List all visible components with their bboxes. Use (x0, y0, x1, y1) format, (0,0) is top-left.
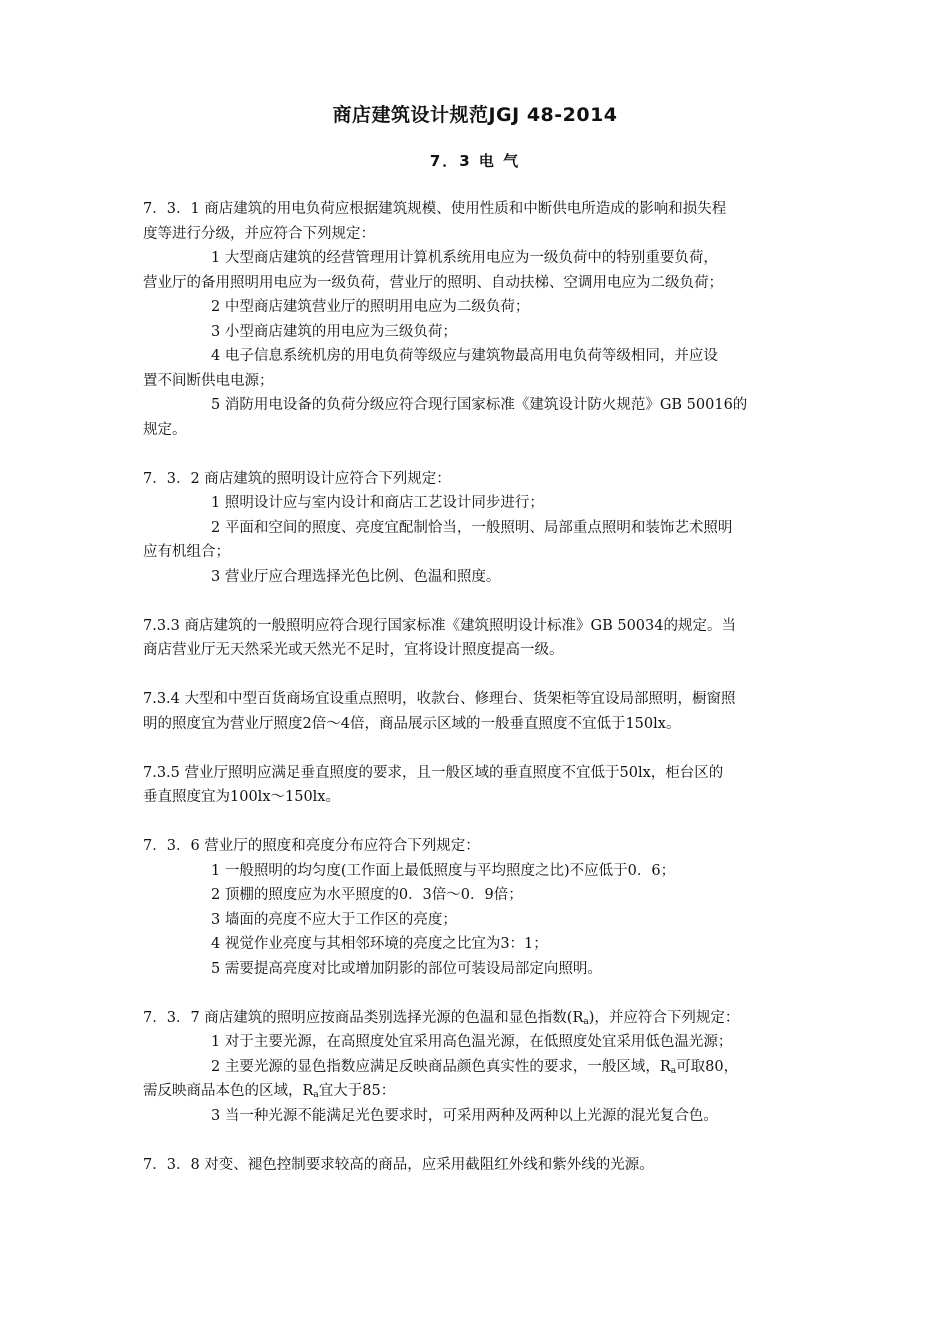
clause-item-continuation: 营业厅的备用照明用电应为一级负荷，营业厅的照明、自动扶梯、空调用电应为二级负荷； (143, 274, 723, 291)
clause-line: 度等进行分级，并应符合下列规定： (143, 225, 375, 242)
clause-line: 7.3.5 营业厅照明应满足垂直照度的要求，且一般区域的垂直照度不宜低于50lx，柜台区的 (143, 764, 724, 781)
clause-item: 4 电子信息系统机房的用电负荷等级应与建筑物最高用电负荷等级相同，并应设 (211, 348, 718, 364)
clause-item: 2 平面和空间的照度、亮度宜配制恰当，一般照明、局部重点照明和装饰艺术照明 (211, 519, 733, 536)
clause-text: 可取80， (676, 1058, 739, 1075)
document-title: 商店建筑设计规范JGJ 48-2014 (332, 104, 618, 126)
clause-7-3-1 (143, 197, 811, 442)
clause-item: 2 中型商店建筑营业厅的照明用电应为二级负荷； (211, 299, 530, 315)
clause-7-3-8 (143, 1153, 811, 1178)
subscript: a (313, 1090, 319, 1100)
clause-line: 7．3．8 对变、褪色控制要求较高的商品，应采用截阻红外线和紫外线的光源。 (143, 1156, 654, 1173)
clause-7-3-2 (143, 467, 811, 590)
clause-item: 1 对于主要光源，在高照度处宜采用高色温光源，在低照度处宜采用低色温光源； (211, 1034, 733, 1050)
clause-item: 3 小型商店建筑的用电应为三级负荷； (211, 323, 457, 340)
clause-line: 7.3.4 大型和中型百货商场宜设重点照明，收款台、修理台、货架柜等宜设局部照明，橱窗照 (143, 691, 736, 707)
clause-line: 7．3．6 营业厅的照度和亮度分布应符合下列规定： (143, 838, 480, 854)
clause-line (143, 1006, 811, 1031)
clause-line: 垂直照度宜为100lx～150lx。 (143, 789, 340, 805)
clause-item: 5 消防用电设备的负荷分级应符合现行国家标准《建筑设计防火规范》GB 50016的 (211, 397, 748, 413)
clause-item: 3 当一种光源不能满足光色要求时，可采用两种及两种以上光源的混光复合色。 (211, 1107, 718, 1124)
clause-item: 5 需要提高亮度对比或增加阴影的部位可装设局部定向照明。 (211, 960, 602, 977)
clause-item: 1 一般照明的均匀度(工作面上最低照度与平均照度之比)不应低于0．6； (211, 862, 676, 879)
clause-7-3-7 (143, 1006, 811, 1129)
clause-text: )，并应符合下列规定： (588, 1009, 740, 1026)
subscript: a (583, 1016, 589, 1027)
subscript: a (670, 1065, 677, 1076)
clause-text: 宜大于85： (318, 1083, 396, 1099)
clause-text: 7．3．7 商店建筑的照明应按商品类别选择光源的色温和显色指数(R (143, 1009, 584, 1026)
clause-item-continuation: 置不间断供电电源； (143, 372, 274, 389)
clause-line: 7．3．2 商店建筑的照明设计应符合下列规定： (143, 470, 451, 487)
clause-item: 3 营业厅应合理选择光色比例、色温和照度。 (211, 568, 501, 585)
clause-7-3-3 (143, 614, 811, 663)
clause-item-continuation: 规定。 (143, 421, 187, 438)
document-body (143, 197, 811, 1177)
clause-7-3-6 (143, 834, 811, 981)
clause-item-continuation: 应有机组合； (143, 544, 230, 560)
clause-item: 1 大型商店建筑的经营管理用计算机系统用电应为一级负荷中的特别重要负荷， (211, 250, 718, 266)
section-heading: 7．3 电 气 (429, 152, 521, 170)
clause-line: 明的照度宜为营业厅照度2倍～4倍，商品展示区域的一般垂直照度不宜低于150lx。 (143, 715, 681, 732)
clause-line: 商店营业厅无天然采光或天然光不足时，宜将设计照度提高一级。 (143, 642, 564, 658)
clause-7-3-4 (143, 687, 811, 736)
clause-item: 2 顶棚的照度应为水平照度的0．3倍～0．9倍； (211, 887, 523, 903)
clause-text: 需反映商品本色的区域，R (143, 1083, 314, 1099)
clause-item-continuation (143, 1079, 811, 1104)
clause-7-3-5 (143, 761, 811, 810)
clause-text: 2 主要光源的显色指数应满足反映商品颜色真实性的要求，一般区域，R (211, 1058, 671, 1075)
clause-item (143, 1055, 811, 1080)
clause-item: 1 照明设计应与室内设计和商店工艺设计同步进行； (211, 495, 544, 511)
clause-item: 3 墙面的亮度不应大于工作区的亮度； (211, 911, 457, 928)
clause-line: 7.3.3 商店建筑的一般照明应符合现行国家标准《建筑照明设计标准》GB 50034的规定。当 (143, 617, 736, 634)
clause-line: 7．3．1 商店建筑的用电负荷应根据建筑规模、使用性质和中断供电所造成的影响和损失程 (143, 201, 727, 217)
clause-item: 4 视觉作业亮度与其相邻环境的亮度之比宜为3：1； (211, 936, 548, 952)
